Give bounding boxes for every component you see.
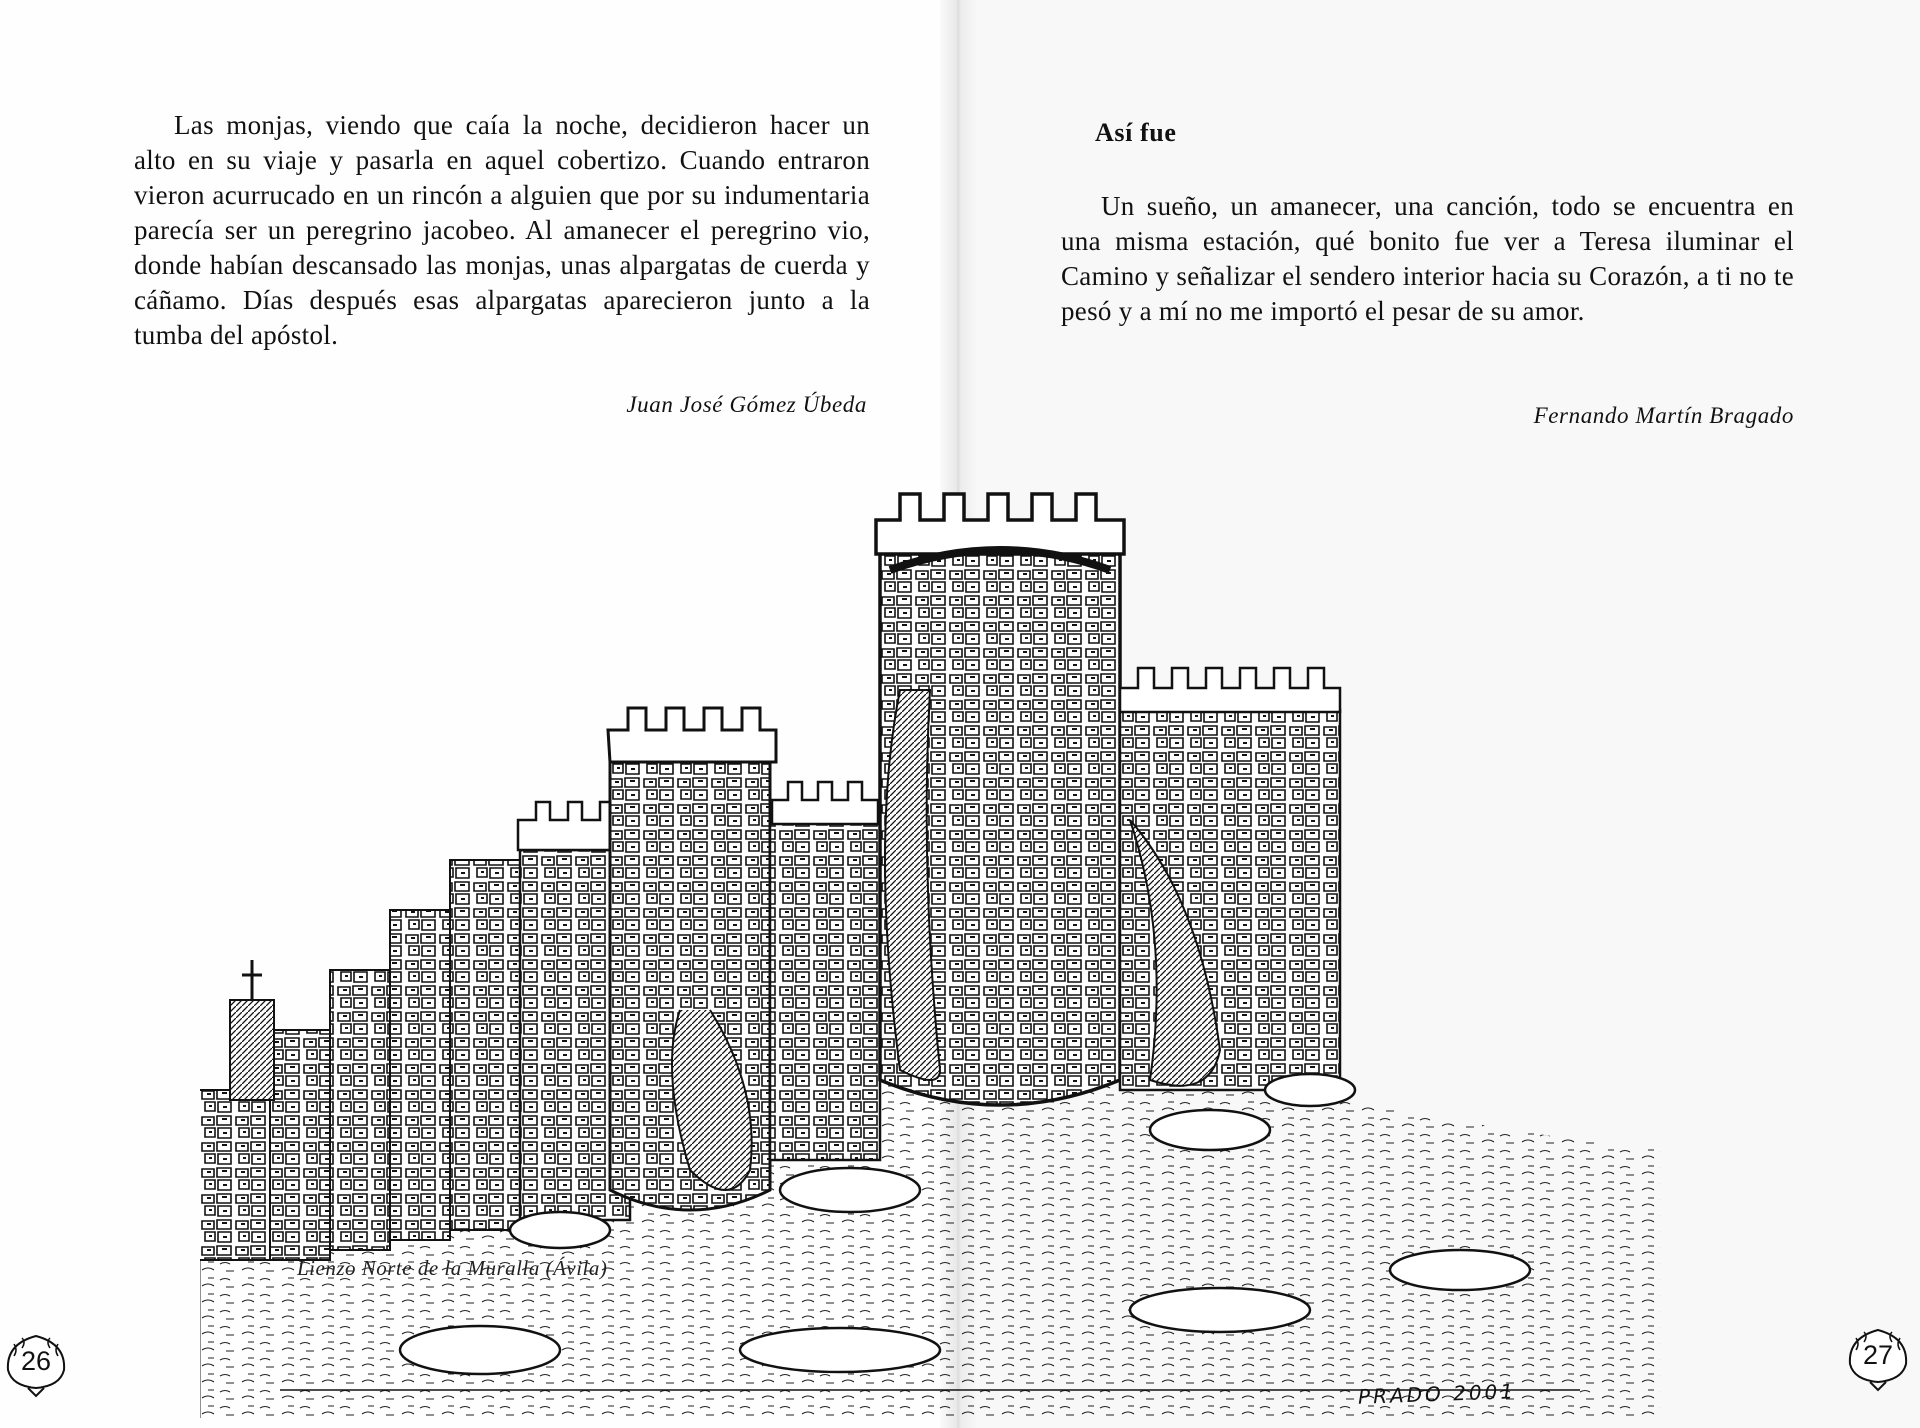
right-page-number-text: 27	[1862, 1340, 1894, 1370]
left-page-paragraph: Las monjas, viendo que caía la noche, decidieron hacer un alto en su viaje y pasarla en aquel cobertizo. Cuando entraron vieron acurrucado en un rincón a alguien que por su indumentaria parecía ser un peregrino jacobeo. Al amanecer el peregrino vio, donde habían descansado las monjas, unas alpargatas de cuerda y cáñamo. Días después esas alpargatas aparecieron junto a la tumba del apóstol.	[134, 110, 870, 350]
right-page-author: Fernando Martín Bragado	[1533, 403, 1794, 428]
left-page-author: Juan José Gómez Úbeda	[626, 392, 867, 417]
left-page-body	[134, 108, 870, 353]
right-page-paragraph: Un sueño, un amanecer, una canción, todo se encuentra en una misma estación, qué bonito fue ver a Teresa iluminar el Camino y señalizar el sendero interior hacia su Corazón, a ti no te pesó y a mí no me importó el pesar de su amor.	[1061, 191, 1794, 326]
left-page-number-text: 26	[20, 1346, 52, 1376]
right-page-heading: Así fue	[1095, 118, 1177, 147]
left-page-number	[0, 1326, 72, 1398]
right-page-number	[1842, 1320, 1914, 1392]
illustration-caption: Lienzo Norte de la Muralla (Ávila)	[297, 1256, 608, 1280]
artist-signature: PRADO 2001	[1357, 1379, 1517, 1409]
right-page-body	[1061, 189, 1794, 329]
